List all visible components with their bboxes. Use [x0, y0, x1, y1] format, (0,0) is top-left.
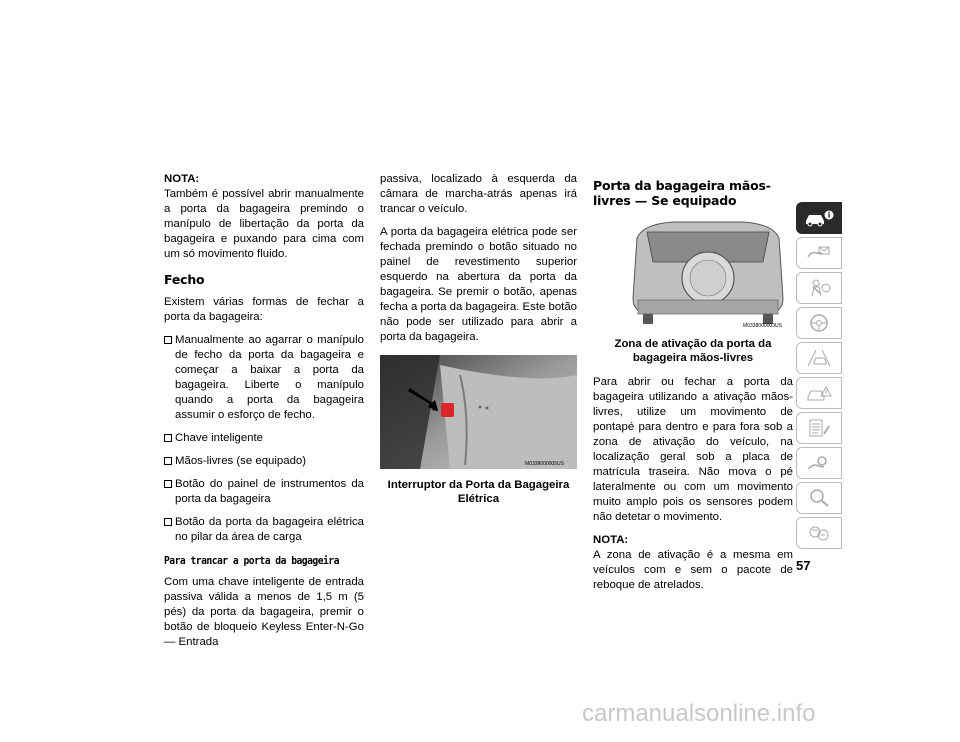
column-left	[164, 172, 364, 658]
note-text: A zona de ativação é a mesma em veículos com e sem o pacote de reboque de atrelados.	[593, 549, 793, 591]
paragraph: passiva, localizado à esquerda da câmara de marcha-atrás apenas irá trancar o veículo.	[380, 173, 577, 215]
list-item: Manualmente ao agarrar o manípulo de fecho da porta da bagageira e começar a baixar a porta da bagageira. Liberte o manípulo quando a porta da bagageira assumir o esforço de fecho.	[164, 333, 364, 423]
figure-caption: Interruptor da Porta da Bagageira Elétrica	[387, 479, 570, 505]
tab-hand-gear[interactable]	[796, 447, 842, 479]
steering-wheel-icon	[804, 313, 834, 333]
seatbelt-icon	[804, 278, 834, 298]
car-info-icon	[804, 209, 834, 227]
chapter-tabs	[796, 202, 842, 552]
subheading-trancar: Para trancar a porta da bagageira	[164, 554, 339, 567]
note-label: NOTA:	[164, 173, 200, 185]
tab-magnifier[interactable]	[796, 482, 842, 514]
liftgate-switch-image	[380, 355, 577, 469]
trancar-text: Com uma chave inteligente de entrada passiva válida a menos de 1,5 m (5 pés) da porta da bagageira, premir o botão de bloqueio Keyless Enter-N-Go — Entrada	[164, 576, 364, 648]
tab-road-car[interactable]	[796, 342, 842, 374]
note-label: NOTA:	[593, 534, 629, 546]
vehicle-rear-image	[623, 218, 793, 328]
page-number: 57	[796, 558, 811, 573]
tab-wrench-list[interactable]	[796, 412, 842, 444]
figure-code: M0338000005US	[525, 461, 564, 467]
paragraph: Para abrir ou fechar a porta da bagageira utilizando a ativação mãos-livres, utilize um movimento de pontapé para dentro e para fora sob a zona de ativação do veículo, na localização geral sob a placa de matrícula traseira. Não mova o pé lateralmente ou com um movimento muito amplo pois os sensores podem não detetar o movimento.	[593, 376, 793, 523]
checkbox-bullet-icon	[164, 518, 172, 526]
checkbox-bullet-icon	[164, 480, 172, 488]
list-item: Botão do painel de instrumentos da porta da bagageira	[164, 477, 364, 507]
figure-activation-zone	[623, 218, 793, 333]
column-right	[593, 172, 793, 603]
warning-car-icon	[804, 383, 834, 403]
checkbox-bullet-icon	[164, 457, 172, 465]
paragraph: A porta da bagageira elétrica pode ser fechada premindo o botão situado no painel de revestimento superior esquerdo na abertura da porta da bagageira. Se premir o botão, apenas fecha a porta da bagageira. Este botão não pode ser utilizado para abrir a porta da bagageira.	[380, 226, 577, 343]
column-middle	[380, 172, 577, 516]
multi-language-icon	[804, 523, 834, 543]
tab-warning-car[interactable]	[796, 377, 842, 409]
tab-car-info[interactable]	[796, 202, 842, 234]
section-heading-handsfree: Porta da bagageira mãos-livres — Se equipado	[593, 178, 771, 208]
checkbox-bullet-icon	[164, 336, 172, 344]
hand-mail-icon	[804, 243, 834, 263]
note-text: Também é possível abrir manualmente a porta da bagageira premindo o manípulo de libertação da porta da bagageira e puxando para cima com um só movimento fluido.	[164, 188, 364, 260]
tab-multi-language[interactable]	[796, 517, 842, 549]
tab-steering-wheel[interactable]	[796, 307, 842, 339]
hand-gear-icon	[804, 453, 834, 473]
magnifier-icon	[804, 488, 834, 508]
road-car-icon	[804, 348, 834, 368]
figure-liftgate-switch	[380, 355, 577, 474]
tab-seatbelt[interactable]	[796, 272, 842, 304]
wrench-list-icon	[804, 418, 834, 438]
section-heading-fecho: Fecho	[164, 272, 205, 287]
list-item: Mãos-livres (se equipado)	[164, 454, 364, 469]
tab-hand-mail[interactable]	[796, 237, 842, 269]
closing-methods-list	[164, 333, 364, 545]
checkbox-bullet-icon	[164, 434, 172, 442]
list-item: Botão da porta da bagageira elétrica no pilar da área de carga	[164, 515, 364, 545]
list-item: Chave inteligente	[164, 431, 364, 446]
figure-code: M0338000003US	[743, 323, 782, 328]
watermark: carmanualsonline.info	[582, 700, 816, 727]
fecho-intro: Existem várias formas de fechar a porta da bagageira:	[164, 296, 364, 323]
figure-caption: Zona de ativação da porta da bagageira mãos-livres	[614, 338, 772, 364]
